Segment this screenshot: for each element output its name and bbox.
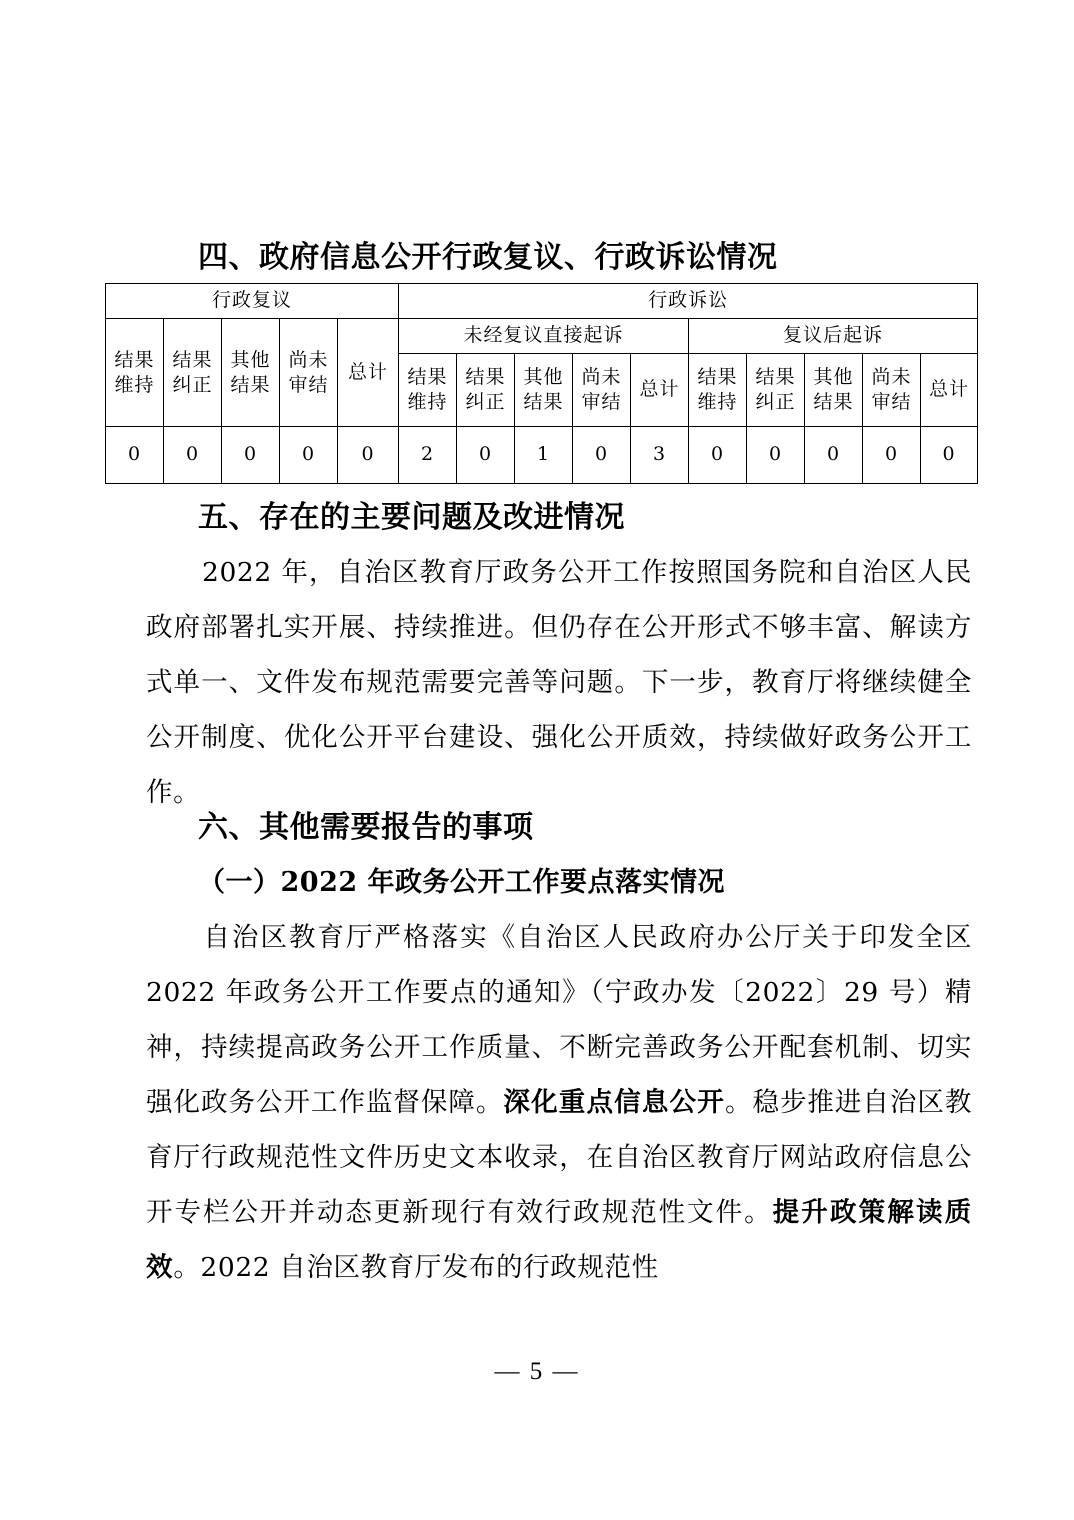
- section-six-bold-phrase-two: 提升政策解读质效: [146, 1197, 972, 1283]
- section-heading-six: 六、其他需要报告的事项: [198, 810, 534, 845]
- table-cell-direct-corrected: 0: [457, 427, 515, 484]
- table-header-administrative-litigation: 行政诉讼: [399, 284, 978, 319]
- table-header-direct-pending: 尚未 审结: [573, 354, 631, 427]
- table-header-review-result-upheld: 结果 维持: [106, 319, 164, 427]
- table-header-postreview-total: 总计: [921, 354, 978, 427]
- table-header-direct-result-upheld: 结果 维持: [399, 354, 457, 427]
- table-cell-postreview-other: 0: [805, 427, 863, 484]
- table-header-postreview-pending: 尚未 审结: [863, 354, 921, 427]
- table-cell-postreview-pending: 0: [863, 427, 921, 484]
- table-cell-direct-total: 3: [631, 427, 689, 484]
- table-header-review-result-corrected: 结果 纠正: [164, 319, 222, 427]
- table-row-group-header: [106, 284, 978, 319]
- table-header-post-review-litigation: 复议后起诉: [689, 319, 978, 354]
- table-header-direct-result-corrected: 结果 纠正: [457, 354, 515, 427]
- table-row: [106, 427, 978, 484]
- table-header-postreview-result-corrected: 结果 纠正: [747, 354, 805, 427]
- section-six-paragraph-text-part3: 。2022 自治区教育厅发布的行政规范性: [173, 1252, 659, 1283]
- section-six-paragraph: [146, 910, 972, 1295]
- table-header-direct-total: 总计: [631, 354, 689, 427]
- table-cell-postreview-corrected: 0: [747, 427, 805, 484]
- table-cell-direct-upheld: 2: [399, 427, 457, 484]
- table-header-administrative-review: 行政复议: [106, 284, 399, 319]
- table-cell-postreview-total: 0: [921, 427, 978, 484]
- table-cell-postreview-upheld: 0: [689, 427, 747, 484]
- page-number: — 5 —: [494, 1358, 580, 1385]
- table-header-direct-result-other: 其他 结果: [515, 354, 573, 427]
- section-five-paragraph-text: 2022 年，自治区教育厅政务公开工作按照国务院和自治区人民政府部署扎实开展、持续推进。但仍存在公开形式不够丰富、解读方式单一、文件发布规范需要完善等问题。下一步，教育厅将继续健全公开制度、优化公开平台建设、强化公开质效，持续做好政务公开工作。: [146, 557, 972, 808]
- table-cell-review-total: 0: [338, 427, 399, 484]
- table-cell-review-pending: 0: [280, 427, 338, 484]
- table-cell-review-upheld: 0: [106, 427, 164, 484]
- table-header-postreview-result-upheld: 结果 维持: [689, 354, 747, 427]
- section-heading-five: 五、存在的主要问题及改进情况: [198, 500, 625, 535]
- table-cell-direct-pending: 0: [573, 427, 631, 484]
- report-table: [105, 283, 978, 484]
- section-six-paragraph-text-part1: 自治区教育厅严格落实《自治区人民政府办公厅关于印发全区 2022 年政务公开工作要点的通知》（宁政办发〔2022〕29 号）精神，持续提高政务公开工作质量、不断完善政务公开配套机制、切实强化政务公开工作监督保障。: [146, 922, 972, 1118]
- table-header-review-result-other: 其他 结果: [222, 319, 280, 427]
- table-header-review-pending: 尚未 审结: [280, 319, 338, 427]
- table-cell-direct-other: 1: [515, 427, 573, 484]
- table-header-direct-litigation: 未经复议直接起诉: [399, 319, 689, 354]
- section-six-bold-phrase-one: 深化重点信息公开: [503, 1087, 725, 1118]
- section-six-paragraph-text-part2: 。稳步推进自治区教育厅行政规范性文件历史文本收录，在自治区教育厅网站政府信息公开专栏公开并动态更新现行有效行政规范性文件。: [146, 1087, 972, 1228]
- section-five-paragraph: [146, 545, 972, 820]
- table-header-postreview-result-other: 其他 结果: [805, 354, 863, 427]
- section-six-subheading: （一）2022 年政务公开工作要点落实情况: [198, 867, 726, 898]
- table-cell-review-other: 0: [222, 427, 280, 484]
- section-heading-four: 四、政府信息公开行政复议、行政诉讼情况: [198, 240, 778, 275]
- table-row-subgroup-header: [106, 319, 978, 354]
- administrative-review-litigation-table: [105, 283, 975, 484]
- table-header-review-total: 总计: [338, 319, 399, 427]
- table-cell-review-corrected: 0: [164, 427, 222, 484]
